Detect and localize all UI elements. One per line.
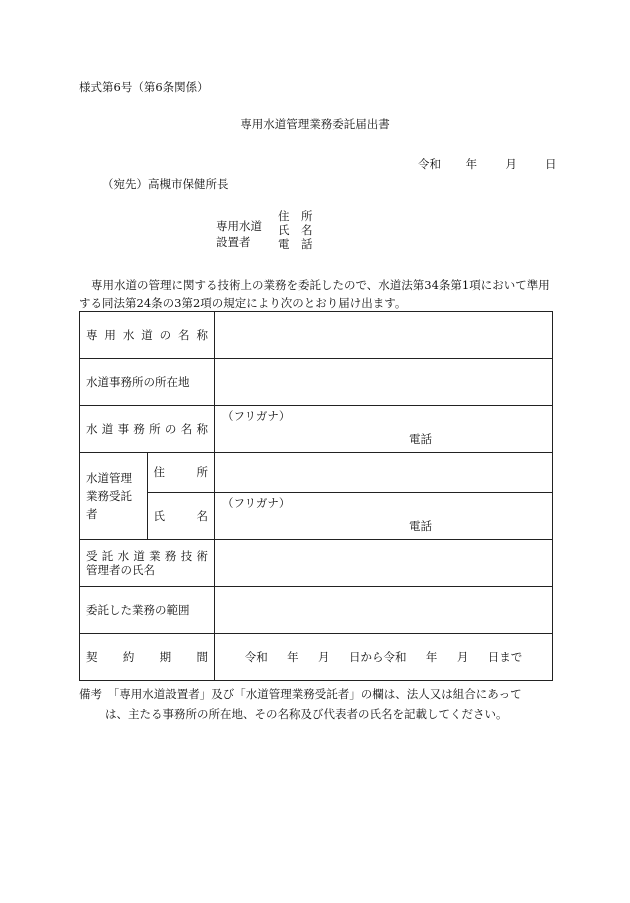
table-row (80, 312, 553, 359)
contractor-address-label: 住 所 (147, 453, 215, 493)
office-location-field[interactable] (215, 359, 553, 406)
tel-label: 電話 (409, 431, 432, 446)
table-row (80, 453, 553, 493)
installer-role-line1: 専用水道 (216, 219, 262, 233)
table-row (80, 634, 553, 681)
technical-manager-field[interactable] (215, 540, 553, 587)
contract-period-label: 契 約 期 間 (80, 634, 215, 681)
water-supply-name-field[interactable] (215, 312, 553, 359)
office-name-label: 水 道 事 務 所 の 名 称 (80, 406, 215, 453)
scope-field[interactable] (215, 587, 553, 634)
office-name-field[interactable] (215, 406, 553, 453)
contract-period-field[interactable]: 令和 年 月 日から令和 年 月 日まで (215, 634, 553, 681)
addressee: （宛先）高槻市保健所長 (102, 177, 229, 191)
intro-paragraph (79, 276, 553, 312)
installer-address-label: 住 所 (278, 209, 313, 223)
furigana-label: （フリガナ） (222, 409, 291, 423)
intro-text: 専用水道の管理に関する技術上の業務を委託したので、水道法第34条第1項において準用する同法第24条の3第2項の規定により次のとおり届け出ます。 (79, 278, 550, 310)
date-month: 月 (505, 157, 517, 171)
table-row (80, 587, 553, 634)
contractor-name-label: 氏 名 (147, 493, 215, 540)
office-location-label: 水道事務所の所在地 (80, 359, 215, 406)
date-era: 令和 (418, 157, 441, 171)
date-day: 日 (544, 157, 557, 171)
scope-label: 委託した業務の範囲 (80, 587, 215, 634)
form-number: 様式第6号（第6条関係） (79, 80, 209, 94)
table-row (80, 406, 553, 453)
table-row (80, 540, 553, 587)
document-title: 専用水道管理業務委託届出書 (240, 117, 390, 131)
contractor-label: 水道管理業務受託者 (80, 453, 148, 540)
furigana-label: （フリガナ） (222, 496, 291, 510)
remarks (79, 684, 553, 724)
installer-fields (278, 209, 313, 251)
installer-name-label: 氏 名 (278, 223, 313, 237)
date-year: 年 (465, 157, 478, 171)
date-line (418, 157, 556, 171)
installer-role-line2: 設置者 (216, 235, 251, 249)
technical-manager-label: 受 託 水 道 業 務 技 術 管理者の氏名 (80, 540, 215, 587)
installer-phone-label: 電 話 (278, 237, 313, 251)
remarks-line2: は、主たる事務所の所在地、その名称及び代表者の氏名を記載してください。 (105, 707, 508, 721)
notification-table (79, 311, 553, 681)
installer-role (216, 218, 266, 250)
contractor-name-field[interactable] (215, 493, 553, 540)
water-supply-name-label: 専 用 水 道 の 名 称 (80, 312, 215, 359)
table-row (80, 359, 553, 406)
tel-label: 電話 (409, 518, 432, 533)
table-row (80, 493, 553, 540)
contractor-address-field[interactable] (215, 453, 553, 493)
remarks-line1: 備考 「専用水道設置者」及び「水道管理業務受託者」の欄は、法人又は組合にあって (79, 687, 522, 701)
